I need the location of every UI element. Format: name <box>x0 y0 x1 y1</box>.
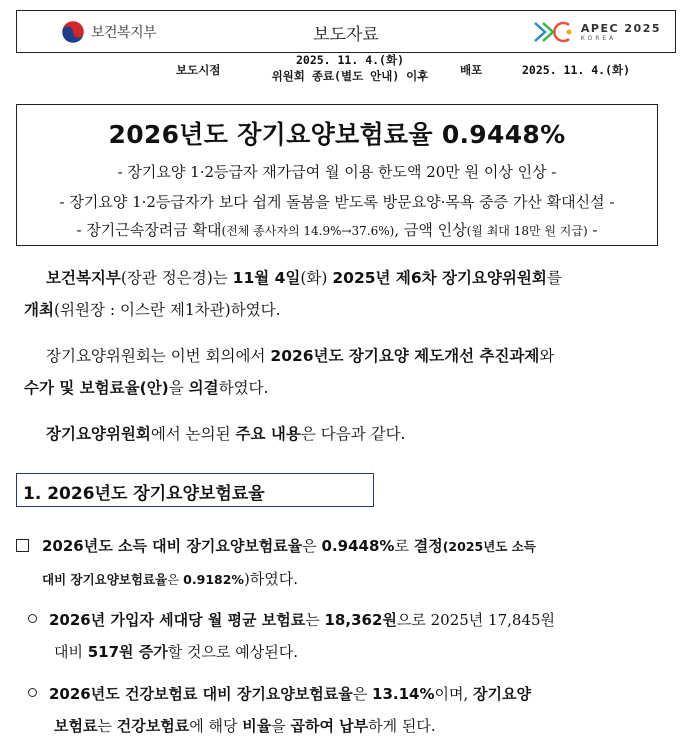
text-span: 으로 2025년 17,845원 <box>396 611 556 629</box>
text-bold: 보험료 <box>54 717 98 735</box>
item-line <box>24 611 555 629</box>
text-span: 을 <box>168 379 189 397</box>
apec-emblem-icon <box>531 17 575 47</box>
paragraph-line <box>24 294 664 326</box>
release-date: 2025. 11. 4.(화) <box>295 53 405 67</box>
subtitle-3-part: , 금액 인상 <box>394 221 467 239</box>
item-line <box>16 563 666 596</box>
paragraph-line <box>24 340 664 372</box>
headline-box <box>16 104 658 246</box>
text-bold: 0.9448% <box>321 537 395 555</box>
text-bold: (2025년도 소득 <box>442 539 536 554</box>
text-bold: 곱하여 납부 <box>290 717 369 735</box>
subtitle-3-part: (월 최대 18만 원 지급) <box>466 224 588 238</box>
text-bold: 18,362원 <box>324 611 397 629</box>
release-label: 보도시점 <box>176 63 221 77</box>
text-span: 은 <box>167 572 184 587</box>
paragraph-1 <box>24 262 664 326</box>
subtitle-3 <box>17 219 657 240</box>
circle-bullet-icon <box>28 614 37 623</box>
text-span: 와 <box>539 347 555 365</box>
text-bold: 2025년 제6차 장기요양위원회 <box>332 269 547 287</box>
text-span: 는 <box>305 611 325 629</box>
text-bold: 517원 증가 <box>87 643 168 661</box>
text-span: 하게 된다. <box>368 717 436 735</box>
circle-bullet-icon <box>28 688 37 697</box>
text-bold: 보건복지부 <box>46 269 121 287</box>
paragraph-line <box>24 262 664 294</box>
text-bold: 2026년 가입자 세대당 월 평균 보험료 <box>49 611 306 629</box>
release-info <box>262 52 438 84</box>
text-bold: 장기요양 <box>473 685 531 703</box>
release-note: 위원회 종료(별도 안내) 이후 <box>271 69 429 83</box>
text-bold: 비율 <box>242 717 272 735</box>
text-bold: 개최 <box>24 301 54 319</box>
main-title: 2026년도 장기요양보험료율 0.9448% <box>108 120 566 149</box>
text-span: 은 다음과 같다. <box>300 425 406 443</box>
text-span: (위원장 : 이스란 제1차관)하였다. <box>53 301 281 319</box>
text-bold: 2026년도 소득 대비 장기요양보험료율 <box>42 537 303 555</box>
text-span: 장기요양위원회는 이번 회의에서 <box>46 347 271 365</box>
text-span: (장관 정은경)는 <box>120 269 233 287</box>
subtitle-3-part: - <box>587 221 598 239</box>
item-line <box>24 636 666 668</box>
text-bold: 0.9182% <box>183 572 244 587</box>
ministry-name: 보건복지부 <box>91 25 157 41</box>
text-bold: 수가 및 보험료율(안) <box>24 379 169 397</box>
item-line <box>16 530 666 563</box>
text-span: 은 <box>302 537 322 555</box>
text-span: 에서 논의된 <box>150 425 236 443</box>
header-banner <box>16 10 676 53</box>
section-title: 1. 2026년도 장기요양보험료율 <box>23 484 265 504</box>
text-bold: 건강보험료 <box>116 717 190 735</box>
paragraph-line <box>24 372 664 404</box>
text-span: 대비 <box>54 643 88 661</box>
subtitle-2: - 장기요양 1·2등급자가 보다 쉽게 돌봄을 받도록 방문요양·목욕 중증 가산 확대신설 - <box>59 193 615 211</box>
apec-title: APEC 2025 <box>580 21 661 35</box>
section-heading <box>16 473 374 507</box>
circle-bullet-item <box>24 678 666 742</box>
text-span: 할 것으로 예상된다. <box>167 643 298 661</box>
circle-bullet-item <box>24 604 666 668</box>
text-span: 이며, <box>434 685 474 703</box>
item-line <box>24 710 666 742</box>
square-bullet-item <box>16 530 666 596</box>
text-bold: 2026년도 장기요양 제도개선 추진과제 <box>270 347 540 365</box>
distribution-date: 2025. 11. 4.(화) <box>522 63 631 77</box>
text-span: 를 <box>546 269 562 287</box>
text-bold: 2026년도 건강보험료 대비 장기요양보험료율 <box>49 685 353 703</box>
text-span: )하였다. <box>243 570 299 588</box>
text-bold: 11월 4일 <box>232 269 301 287</box>
square-bullet-icon <box>16 539 29 552</box>
text-span: 을 <box>271 717 291 735</box>
paragraph-2 <box>24 340 664 404</box>
apec-logo <box>531 17 661 47</box>
text-bold: 결정 <box>413 537 443 555</box>
doc-type-title: 보도자료 <box>313 25 379 45</box>
distribution-label: 배포 <box>460 63 483 77</box>
text-bold: 의결 <box>188 379 219 397</box>
text-bold: 대비 장기요양보험료율 <box>42 572 168 587</box>
paragraph-line <box>24 418 664 450</box>
item-line <box>24 685 531 703</box>
text-bold: 장기요양위원회 <box>46 425 151 443</box>
subtitle-1: - 장기요양 1·2등급자 재가급여 월 이용 한도액 20만 원 이상 인상 - <box>117 163 557 181</box>
subtitle-3-part: (전체 종사자의 14.9%→37.6%) <box>221 224 395 238</box>
apec-subtitle: KOREA <box>580 34 617 42</box>
paragraph-3 <box>24 418 664 450</box>
text-span: 로 <box>394 537 414 555</box>
text-span: (화) <box>300 269 333 287</box>
subtitle-3-part: - 장기근속장려금 확대 <box>76 221 222 239</box>
text-bold: 13.14% <box>372 685 435 703</box>
text-span: 하였다. <box>218 379 269 397</box>
text-span: 에 해당 <box>189 717 243 735</box>
text-bold: 주요 내용 <box>235 425 301 443</box>
text-span: 는 <box>97 717 117 735</box>
text-span: 은 <box>352 685 373 703</box>
